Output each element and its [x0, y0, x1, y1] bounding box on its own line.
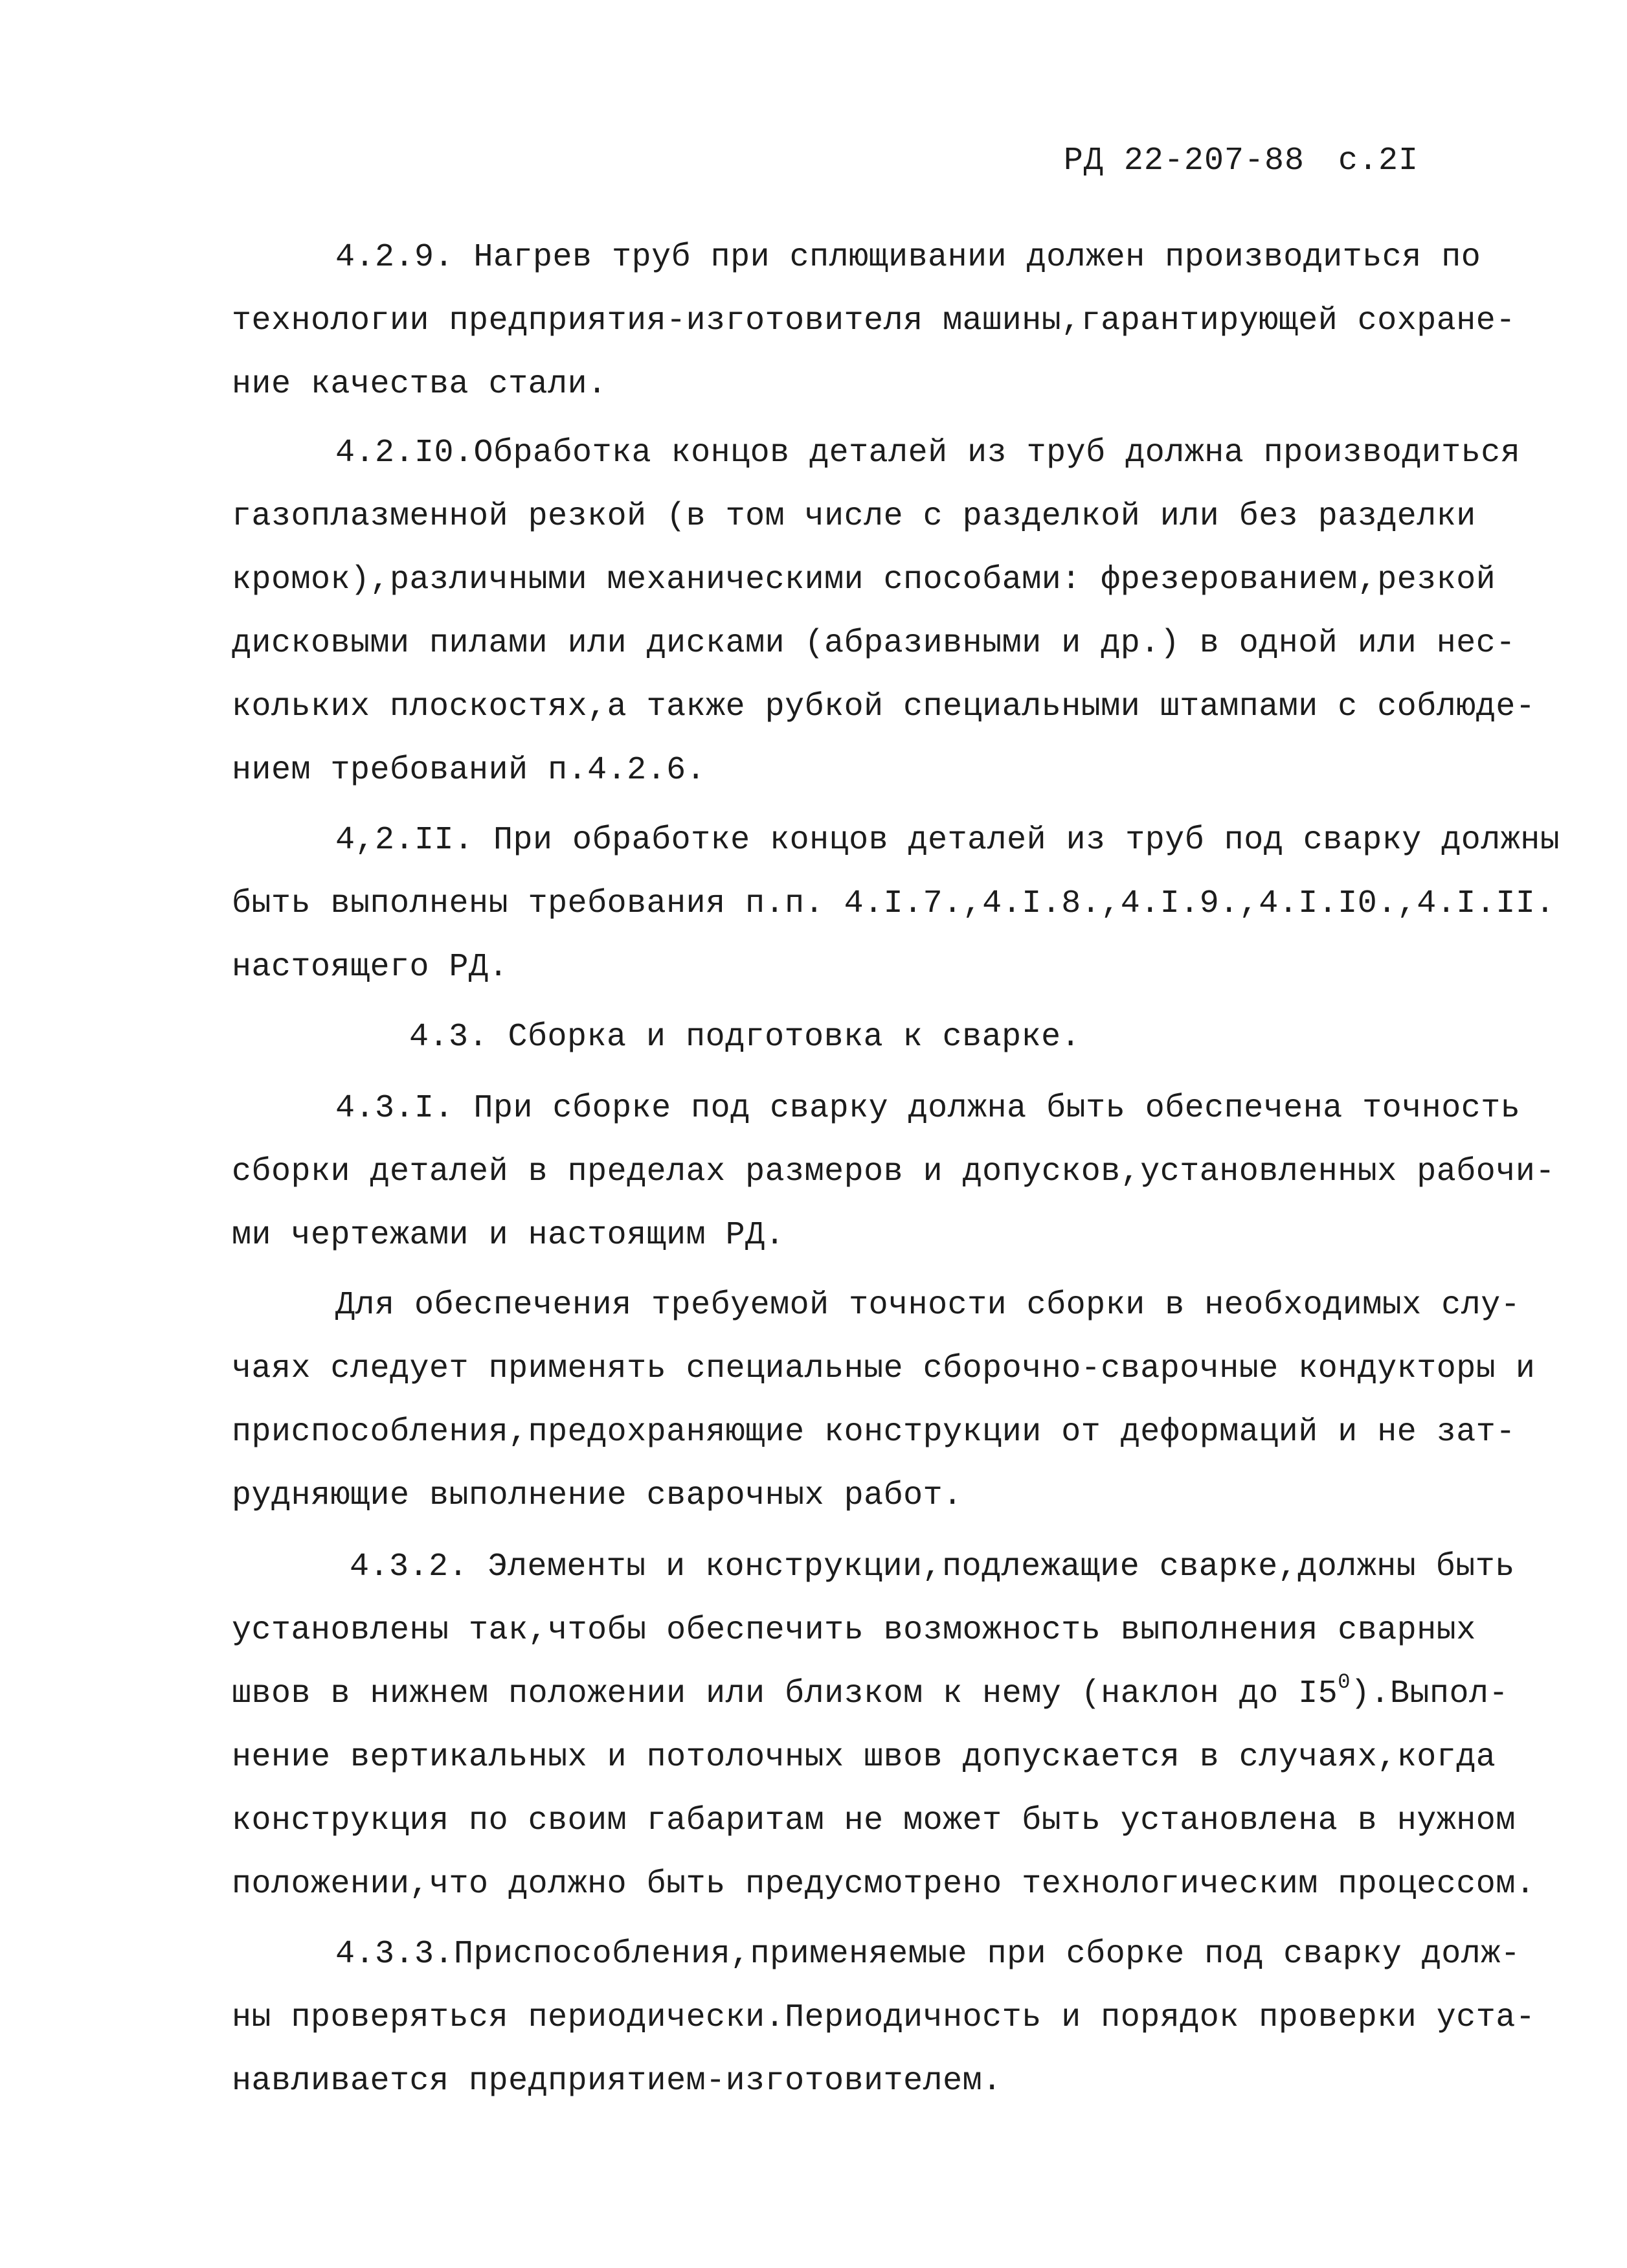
text-line: ны проверяться периодически.Периодичность и порядок проверки уста- — [232, 1999, 1536, 2036]
text-line: 4,2.II. При обработке концов деталей из труб под сварку должны — [335, 822, 1560, 859]
text-line: приспособления,предохраняющие конструкции от деформаций и не зат- — [232, 1414, 1516, 1451]
text-line: 4.2.I0.Обработка концов деталей из труб должна производиться — [335, 435, 1521, 471]
degree-superscript: 0 — [1338, 1670, 1351, 1694]
text-line: кольких плоскостях,а также рубкой специальными штампами с соблюде- — [232, 688, 1536, 725]
page-number: с.2I — [1338, 142, 1419, 179]
text-line: 4.2.9. Нагрев труб при сплющивании должен производиться по — [335, 239, 1481, 276]
text-line: Для обеспечения требуемой точности сборки в необходимых слу- — [335, 1287, 1521, 1324]
text-line: нение вертикальных и потолочных швов допускается в случаях,когда — [232, 1739, 1496, 1776]
text-line: нием требований п.4.2.6. — [232, 752, 706, 789]
text-line: ми чертежами и настоящим РД. — [232, 1217, 785, 1254]
text-line — [232, 1670, 1509, 1714]
section-heading: 4.3. Сборка и подготовка к сварке. — [409, 1019, 1081, 1056]
text-line: рудняющие выполнение сварочных работ. — [232, 1477, 963, 1514]
text-line: кромок),различными механическими способами: фрезерованием,резкой — [232, 561, 1496, 598]
document-code: РД 22-207-88 — [1063, 142, 1305, 179]
text-line: навливается предприятием-изготовителем. — [232, 2063, 1002, 2100]
text-line: сборки деталей в пределах размеров и допусков,установленных рабочи- — [232, 1153, 1555, 1190]
text-line: 4.3.I. При сборке под сварку должна быть обеспечена точность — [335, 1090, 1521, 1127]
text-line: установлены так,чтобы обеспечить возможность выполнения сварных — [232, 1612, 1476, 1649]
text-line: газоплазменной резкой (в том числе с разделкой или без разделки — [232, 498, 1476, 535]
text-line: чаях следует применять специальные сборочно-сварочные кондукторы и — [232, 1350, 1536, 1387]
text-line: ние качества стали. — [232, 366, 607, 403]
text-line: технологии предприятия-изготовителя машины,гарантирующей сохране- — [232, 302, 1516, 339]
text-segment: ).Выпол- — [1350, 1675, 1509, 1712]
text-line: 4.3.3.Приспособления,применяемые при сборке под сварку долж- — [335, 1936, 1521, 1973]
text-line: настоящего РД. — [232, 949, 509, 986]
page-header — [1064, 142, 1419, 179]
text-line: конструкция по своим габаритам не может быть установлена в нужном — [232, 1802, 1516, 1839]
text-line: 4.3.2. Элементы и конструкции,подлежащие сварке,должны быть — [350, 1548, 1515, 1585]
text-line: дисковыми пилами или дисками (абразивными и др.) в одной или нес- — [232, 625, 1516, 662]
text-line: быть выполнены требования п.п. 4.I.7.,4.I.8.,4.I.9.,4.I.I0.,4.I.II. — [232, 885, 1555, 922]
text-segment: швов в нижнем положении или близком к нему (наклон до I5 — [232, 1675, 1338, 1712]
text-line: положении,что должно быть предусмотрено технологическим процессом. — [232, 1866, 1536, 1903]
